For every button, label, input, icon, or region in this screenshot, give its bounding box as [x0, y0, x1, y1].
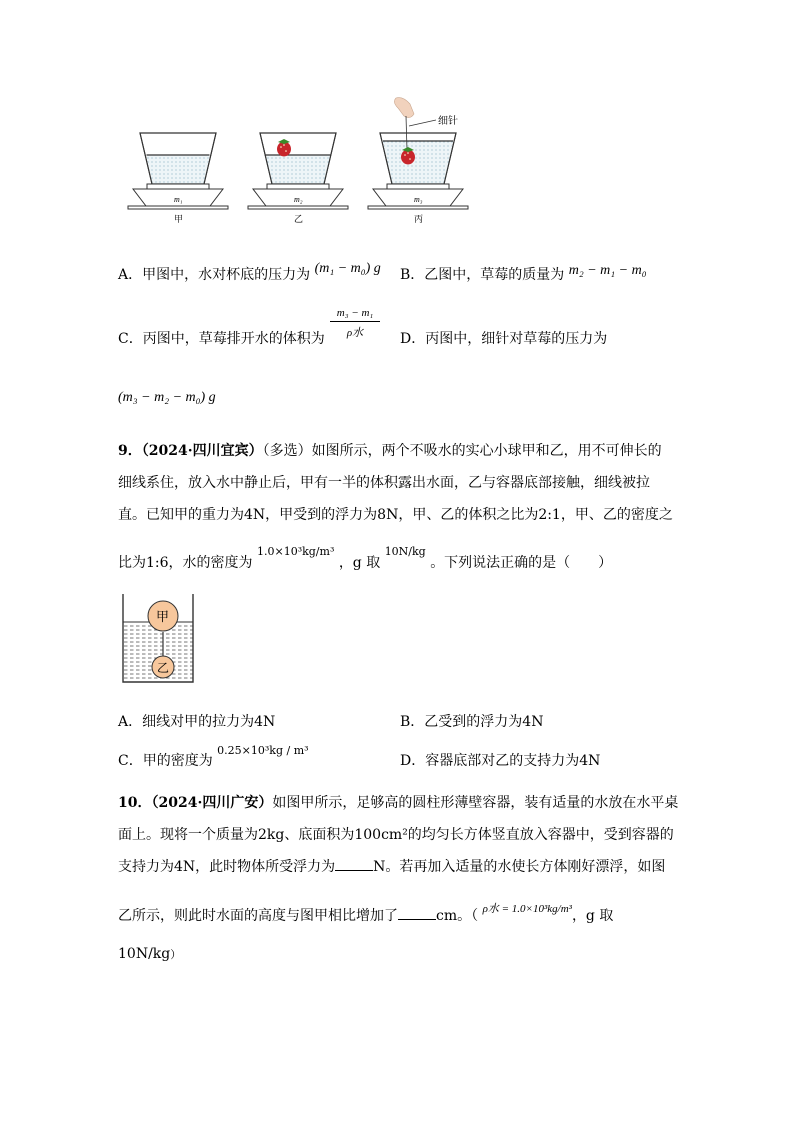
q8-option-c [118, 328, 325, 348]
q9-number: 9． [118, 443, 142, 459]
strawberry-icon [277, 139, 291, 157]
q9-text-4b: ，g 取 [338, 555, 381, 571]
q10-line-3 [118, 856, 665, 876]
q9-option-c [118, 744, 309, 770]
q10-text-1: 如图甲所示，足够高的圆柱形薄壁容器，装有适量的水放在水平桌 [272, 795, 679, 811]
strawberry-icon [401, 147, 415, 165]
caption-yi: 乙 [294, 214, 304, 224]
q8-option-a-text: A．甲图中，水对杯底的压力为 [118, 267, 311, 283]
q9-source: （2024·四川宜宾） [141, 443, 263, 459]
q8-option-b [400, 264, 647, 284]
q8-option-c-text: C．丙图中，草莓排开水的体积为 [118, 331, 325, 347]
q9-text-4c: 。下列说法正确的是（ ） [430, 555, 613, 571]
q9-line-3: 直。已知甲的重力为4N，甲受到的浮力为8N，甲、乙的体积之比为2:1，甲、乙的密度之 [118, 507, 673, 523]
answer-blank-2[interactable] [398, 907, 436, 920]
q9-text-4a: 比为1:6，水的密度为 [118, 555, 253, 571]
q8-option-c-numerator: m₃ − m₁ [336, 307, 374, 319]
q8-option-a [118, 261, 381, 284]
q9-option-c-text: C．甲的密度为 [118, 753, 213, 769]
q10-number: 10． [118, 795, 152, 811]
q10-line-2: 面上。现将一个质量为2kg、底面积为100cm²的均匀长方体竖直放入容器中，受到容器的 [118, 827, 674, 843]
q9-density: 1.0×10³kg/m³ [256, 545, 335, 558]
q8-option-a-formula: (m₁ − m₀) g [314, 261, 381, 276]
q10-text-4c: ，g 取 [571, 908, 614, 924]
q9-option-d: D．容器底部对乙的支持力为4N [400, 753, 601, 769]
q9-option-b: B．乙受到的浮力为4N [400, 714, 544, 730]
q10-text-3b: N。若再加入适量的水使长方体刚好漂浮，如图 [373, 859, 666, 875]
q10-text-4a: 乙所示，则此时水面的高度与图甲相比增加了 [118, 908, 398, 924]
cup-bing [368, 98, 468, 209]
q10-line-4 [118, 905, 613, 925]
balls-in-water-figure [118, 592, 198, 684]
q8-option-d-formula: (m₃ − m₂ − m₀) g [118, 390, 216, 405]
mass-label-2: m₂ [294, 195, 303, 204]
q9-line-2: 细线系住，放入水中静止后，甲有一半的体积露出水面，乙与容器底部接触，细线被拉 [118, 475, 650, 491]
mass-label-3: m₃ [414, 195, 423, 204]
caption-bing: 丙 [414, 214, 424, 224]
q10-g-value: 10N/kg [118, 946, 171, 962]
mass-label-1: m₁ [174, 195, 183, 204]
answer-blank-1[interactable] [335, 858, 373, 871]
q8-option-b-text: B．乙图中，草莓的质量为 [400, 267, 565, 283]
cups-on-scales-figure [118, 96, 478, 231]
q8-option-c-fraction [330, 307, 380, 340]
q10-rho-formula: ρ水 = 1.0×10³kg/m³ [482, 903, 572, 915]
q8-option-c-denominator: ρ水 [346, 327, 364, 339]
ball-yi-label: 乙 [157, 661, 170, 675]
q9-line-1 [118, 440, 662, 460]
q9-text-1: （多选）如图所示，两个不吸水的实心小球甲和乙，用不可伸长的 [262, 443, 662, 459]
q10-text-4b: cm。（ [436, 908, 479, 924]
q8-option-d [400, 328, 607, 348]
q10-line-5 [118, 946, 181, 962]
caption-jia: 甲 [174, 214, 184, 224]
q9-g-value: 10N/kg [384, 545, 426, 558]
q9-option-a: A．细线对甲的拉力为4N [118, 714, 276, 730]
q10-source: （2024·四川广安） [151, 795, 273, 811]
q8-option-d-text: D．丙图中，细针对草莓的压力为 [400, 331, 608, 347]
q10-close-paren: ） [170, 948, 182, 961]
q10-line-1 [118, 792, 678, 812]
needle-label: 细针 [438, 116, 458, 127]
q8-option-b-formula: m₂ − m₁ − m₀ [568, 263, 647, 278]
q9-option-c-formula: 0.25×10³kg / m³ [217, 744, 309, 757]
ball-jia-label: 甲 [156, 609, 170, 624]
q10-text-3a: 支持力为4N，此时物体所受浮力为 [118, 859, 336, 875]
